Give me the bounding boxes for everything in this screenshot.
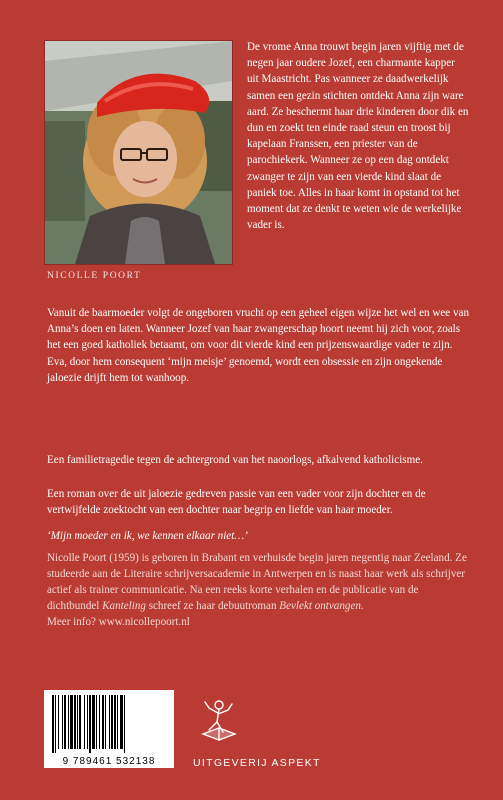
body-paragraph-4: Een roman over de uit jaloezie gedreven passie van een vader voor zijn dochter en de vertwijfelde zoektocht van een dochter naar begrip en liefde van haar moeder. <box>47 488 426 517</box>
author-bio <box>47 551 473 631</box>
bio-book-title-1: Kanteling <box>102 599 146 612</box>
quote: ‘Mijn moeder en ik, we kennen elkaar niet…’ <box>47 530 248 542</box>
bio-text-2: schreef ze haar debuutroman <box>145 599 280 612</box>
photo-caption: NICOLLE POORT <box>47 271 142 281</box>
body-paragraph-3: Een familietragedie tegen de achtergrond van het naoorlogs, afkalvend katholicisme. <box>47 454 423 466</box>
bio-text-1: Nicolle Poort (1959) is geboren in Brabant en verhuisde begin jaren negentig naar Zeeland. Ze studeerde aan de Literaire schrijversacademie in Antwerpen en is naast haar werk als schrijver actief als trainer communicatie. Na een reeks korte verhalen en de publicatie van de dichtbundel <box>47 552 467 612</box>
reading-figure-icon <box>195 698 245 744</box>
bio-text-3: . <box>360 599 364 612</box>
isbn-barcode <box>44 690 174 768</box>
bio-book-title-2: Bevlekt ontvangen <box>279 599 361 612</box>
publisher-name: UITGEVERIJ ASPEKT <box>193 757 321 769</box>
bio-more-info: Meer info? www.nicollepoort.nl <box>47 615 190 628</box>
barcode-number: 9 789461 532138 <box>62 756 156 767</box>
intro-paragraph: De vrome Anna trouwt begin jaren vijftig met de negen jaar oudere Jozef, een charmante kapper uit Maastricht. Pas wanneer ze daadwerkelijk samen een gezin stichten ontdekt Anna zijn ware aard. Ze beschermt haar drie kinderen door dik en dun en zoekt ten einde raad steun en troost bij kapelaan Franssen, een priester van de parochiekerk. Wanneer ze op een dag ontdekt zwanger te zijn van een vierde kind slaat de paniek toe. Alles in haar komt in opstand tot het moment dat ze denkt te weten wie de werkelijke vader is. <box>247 41 469 232</box>
body-paragraph-2: Vanuit de baarmoeder volgt de ongeboren vrucht op een geheel eigen wijze het wel en wee van Anna’s doen en laten. Wanneer Jozef van haar zwangerschap hoort neemt hij zich voor, zoals het een goed katholiek betaamt, om voor dit vierde kind een prijzenswaardige vader te zijn. Eva, door hem consequent ‘mijn meisje’ genoemd, wordt een obsessie en zijn ongekende jaloezie drijft hem tot wanhoop. <box>47 307 470 384</box>
author-photo <box>44 40 233 265</box>
